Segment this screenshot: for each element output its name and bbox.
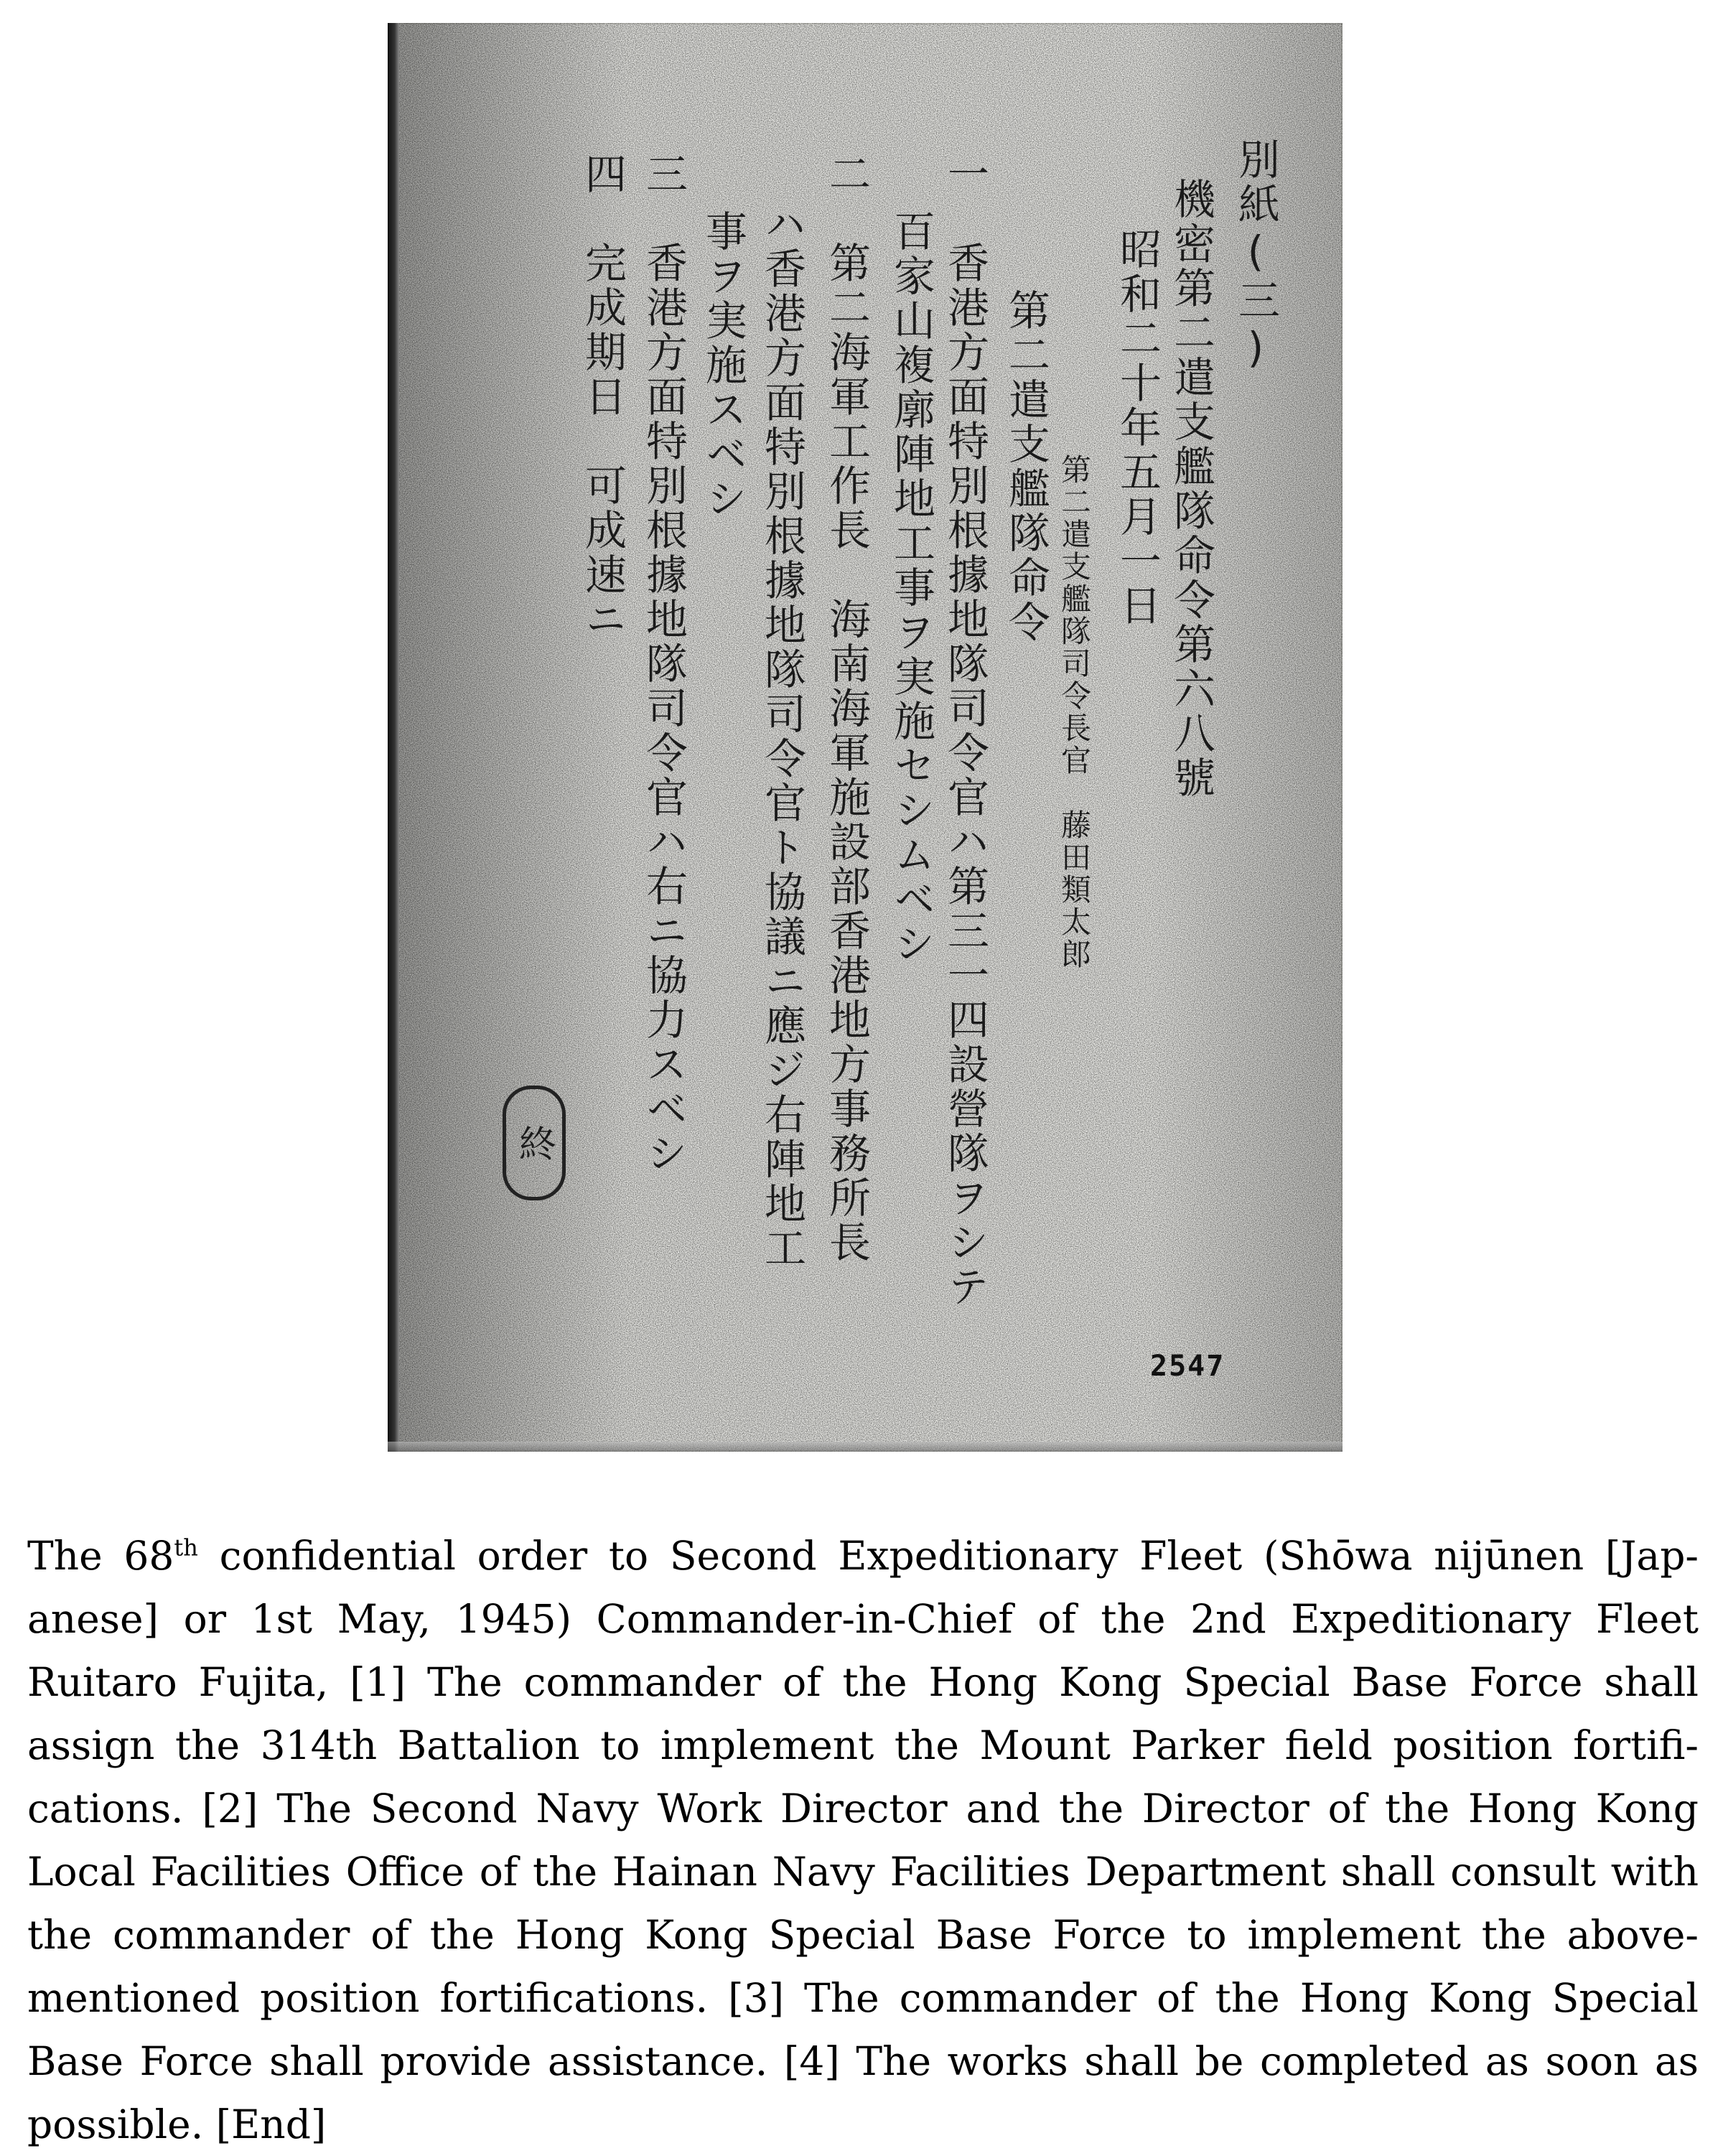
doc-column-11: 三 香港方面特別根據地隊司令官ハ右ニ協力スベシ [639, 152, 688, 1176]
scan-left-border [388, 23, 399, 1452]
scan-bottom-edge [388, 1442, 1343, 1452]
doc-column-6: 一 香港方面特別根據地隊司令官ハ第三一四設營隊ヲシテ [940, 152, 989, 1310]
figure-caption [27, 1524, 1699, 2156]
doc-column-5: 第二遣支艦隊命令 [1001, 289, 1050, 645]
doc-column-8: 二 第二海軍工作長 海南海軍施設部香港地方事務所長 [822, 152, 871, 1265]
end-mark: 終 [503, 1086, 566, 1200]
caption-text-start: The 68 [27, 1533, 174, 1579]
doc-column-2: 機密第二遣支艦隊命令第六八號 [1167, 177, 1215, 801]
document-page-number: 2547 [1150, 1350, 1225, 1383]
caption-superscript: th [174, 1534, 198, 1562]
doc-column-3: 昭和二十年五月一日 [1113, 228, 1162, 628]
doc-column-4: 第二遣支艦隊司令長官 藤田類太郎 [1057, 454, 1092, 971]
doc-column-1: 別紙(三) [1231, 138, 1280, 375]
scanned-document [388, 23, 1343, 1452]
doc-column-7: 百家山複廓陣地工事ヲ実施セシムベシ [887, 210, 935, 966]
caption-text-rest: confidential order to Second Expeditionary Fleet (Shōwa nijūnen [Jap-anese] or 1st May, 1945) Commander-in-Chief of the 2nd Expeditionary Fleet Ruitaro Fujita, [1] The commander of the Hong Kong Special Base Force shall assign the 314th Battalion to implement the Mount Parker field position fortifi-cations. [2] The Second Navy Work Director and the Director of the Hong Kong Local Facilities Office of the Hainan Navy Facilities Department shall consult with the commander of the Hong Kong Special Base Force to implement the above-mentioned position fortifications. [3] The commander of the Hong Kong Special Base Force shall provide assistance. [4] The works shall be completed as soon as possible. [End] [27, 1533, 1699, 2147]
doc-column-12: 四 完成期日 可成速ニ [578, 152, 627, 642]
doc-column-9: ハ香港方面特別根據地隊司令官ト協議ニ應ジ右陣地工 [757, 202, 806, 1271]
doc-column-10: 事ヲ実施スベシ [699, 210, 747, 521]
